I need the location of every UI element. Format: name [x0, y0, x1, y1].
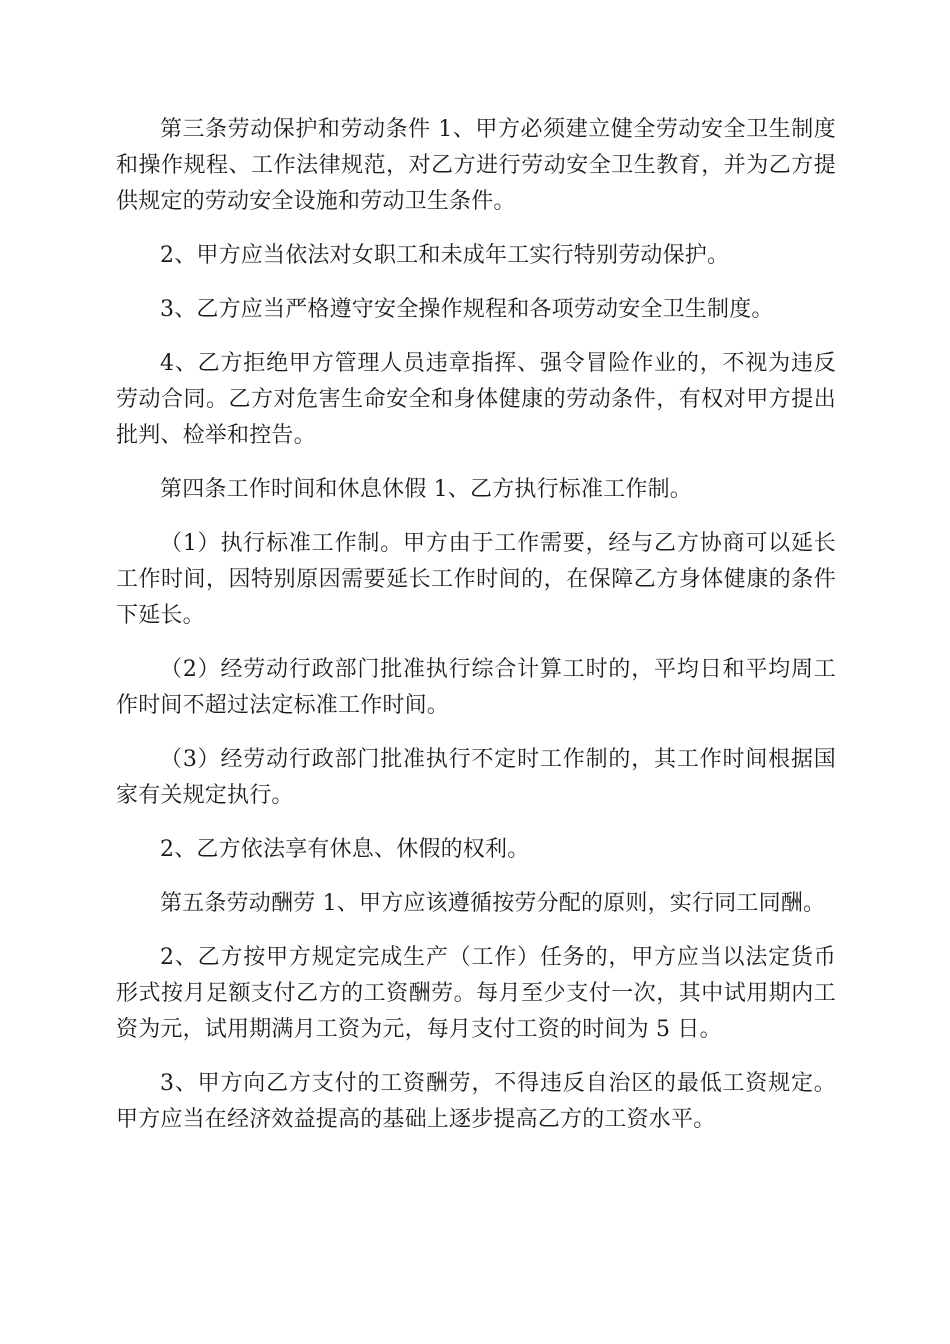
document-body — [116, 112, 836, 1156]
article-5-paragraph: 第五条劳动酬劳 1、甲方应该遵循按劳分配的原则，实行同工同酬。 — [160, 891, 826, 916]
article-4-paragraph: 第四条工作时间和休息休假 1、乙方执行标准工作制。 — [160, 477, 692, 502]
article-4-subitem-1: （1）执行标准工作制。甲方由于工作需要，经与乙方协商可以延长工作时间，因特别原因需要延长工作时间的，在保障乙方身体健康的条件下延长。 — [116, 531, 836, 628]
article-4-subitem-3: （3）经劳动行政部门批准执行不定时工作制的，其工作时间根据国家有关规定执行。 — [116, 747, 836, 808]
article-3-item-4: 4、乙方拒绝甲方管理人员违章指挥、强令冒险作业的，不视为违反劳动合同。乙方对危害生命安全和身体健康的劳动条件，有权对甲方提出批判、检举和控告。 — [116, 351, 836, 448]
article-3-item-3: 3、乙方应当严格遵守安全操作规程和各项劳动安全卫生制度。 — [160, 297, 774, 322]
article-5-item-2: 2、乙方按甲方规定完成生产（工作）任务的，甲方应当以法定货币形式按月足额支付乙方的工资酬劳。每月至少支付一次，其中试用期内工资为元，试用期满月工资为元，每月支付工资的时间为 5 日。 — [116, 945, 836, 1042]
article-4-subitem-2: （2）经劳动行政部门批准执行综合计算工时的，平均日和平均周工作时间不超过法定标准工作时间。 — [116, 657, 836, 718]
article-4-item-2: 2、乙方依法享有休息、休假的权利。 — [160, 837, 530, 862]
article-3-item-2: 2、甲方应当依法对女职工和未成年工实行特别劳动保护。 — [160, 243, 730, 268]
article-3-paragraph: 第三条劳动保护和劳动条件 1、甲方必须建立健全劳动安全卫生制度和操作规程、工作法律规范，对乙方进行劳动安全卫生教育，并为乙方提供规定的劳动安全设施和劳动卫生条件。 — [116, 117, 836, 214]
article-5-item-3: 3、甲方向乙方支付的工资酬劳，不得违反自治区的最低工资规定。甲方应当在经济效益提高的基础上逐步提高乙方的工资水平。 — [116, 1071, 836, 1132]
